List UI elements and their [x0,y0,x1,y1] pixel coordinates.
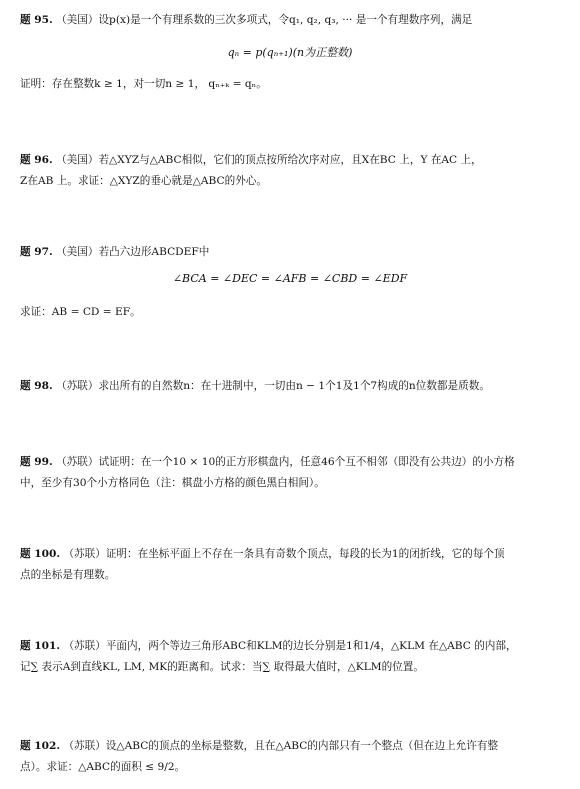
problem-101 [20,636,565,678]
problem-102 [20,736,565,778]
problem-text: 中，至少有30个小方格同色（注：棋盘小方格的颜色黑白相间）。 [20,477,325,489]
problem-text: Z在AB 上。求证：△XYZ的垂心就是△ABC的外心。 [20,175,267,187]
problem-97 [20,242,565,263]
display-equation: ∠BCA = ∠DEC = ∠AFB = ∠CBD = ∠EDF [172,272,408,285]
problem-number: 题 102. [20,740,61,752]
problem-100 [20,544,565,586]
problem-text: （美国）设p(x)是一个有理系数的三次多项式，令q₁, q₂, q₃, ··· 是一个有理数序列，满足 [56,14,473,26]
problem-number: 题 100. [20,548,61,560]
problem-text: （苏联）证明：在坐标平面上不存在一条具有奇数个顶点，每段的长为1的闭折线，它的每个顶 [63,548,505,560]
problem-text: 点）。求证：△ABC的面积 ≤ 9/2。 [20,761,186,773]
problem-text: （苏联）试证明：在一个10 × 10的正方形棋盘内，任意46个互不相邻（即没有公共边）的小方格 [56,456,515,468]
display-equation: qₙ = p(qₙ₊₁)(n为正整数) [227,46,353,59]
problem-97-conclusion [20,302,565,323]
problem-number: 题 99. [20,456,53,468]
problem-text: 点的坐标是有理数。 [20,569,116,581]
problem-text: 证明：存在整数k ≥ 1，对一切n ≥ 1， qₙ₊ₖ = qₙ。 [20,78,267,90]
problem-text: （苏联）设△ABC的顶点的坐标是整数，且在△ABC的内部只有一个整点（但在边上允许有整 [63,740,499,752]
problem-number: 题 97. [20,246,53,258]
problem-96 [20,150,565,192]
problem-text: （苏联）平面内，两个等边三角形ABC和KLM的边长分别是1和1/4，△KLM 在△ABC 的内部， [63,640,517,652]
problem-99 [20,452,565,494]
problem-text: （美国）若凸六边形ABCDEF中 [56,246,210,258]
problem-text: 记∑ 表示A到直线KL, LM, MK的距离和。试求：当∑ 取得最大值时，△KLM的位置。 [20,661,424,673]
problem-98 [20,376,565,397]
problem-number: 题 95. [20,14,53,26]
problem-text: （苏联）求出所有的自然数n：在十进制中，一切由n − 1个1及1个7构成的n位数都是质数。 [56,380,490,392]
problem-text: （美国）若△XYZ与△ABC相似，它们的顶点按所给次序对应，且X在BC 上，Y 在AC 上， [56,154,482,166]
problem-number: 题 98. [20,380,53,392]
problem-number: 题 96. [20,154,53,166]
problem-number: 题 101. [20,640,61,652]
problem-95-conclusion [20,74,565,95]
problem-95 [20,10,565,31]
problem-text: 求证：AB = CD = EF。 [20,306,141,318]
